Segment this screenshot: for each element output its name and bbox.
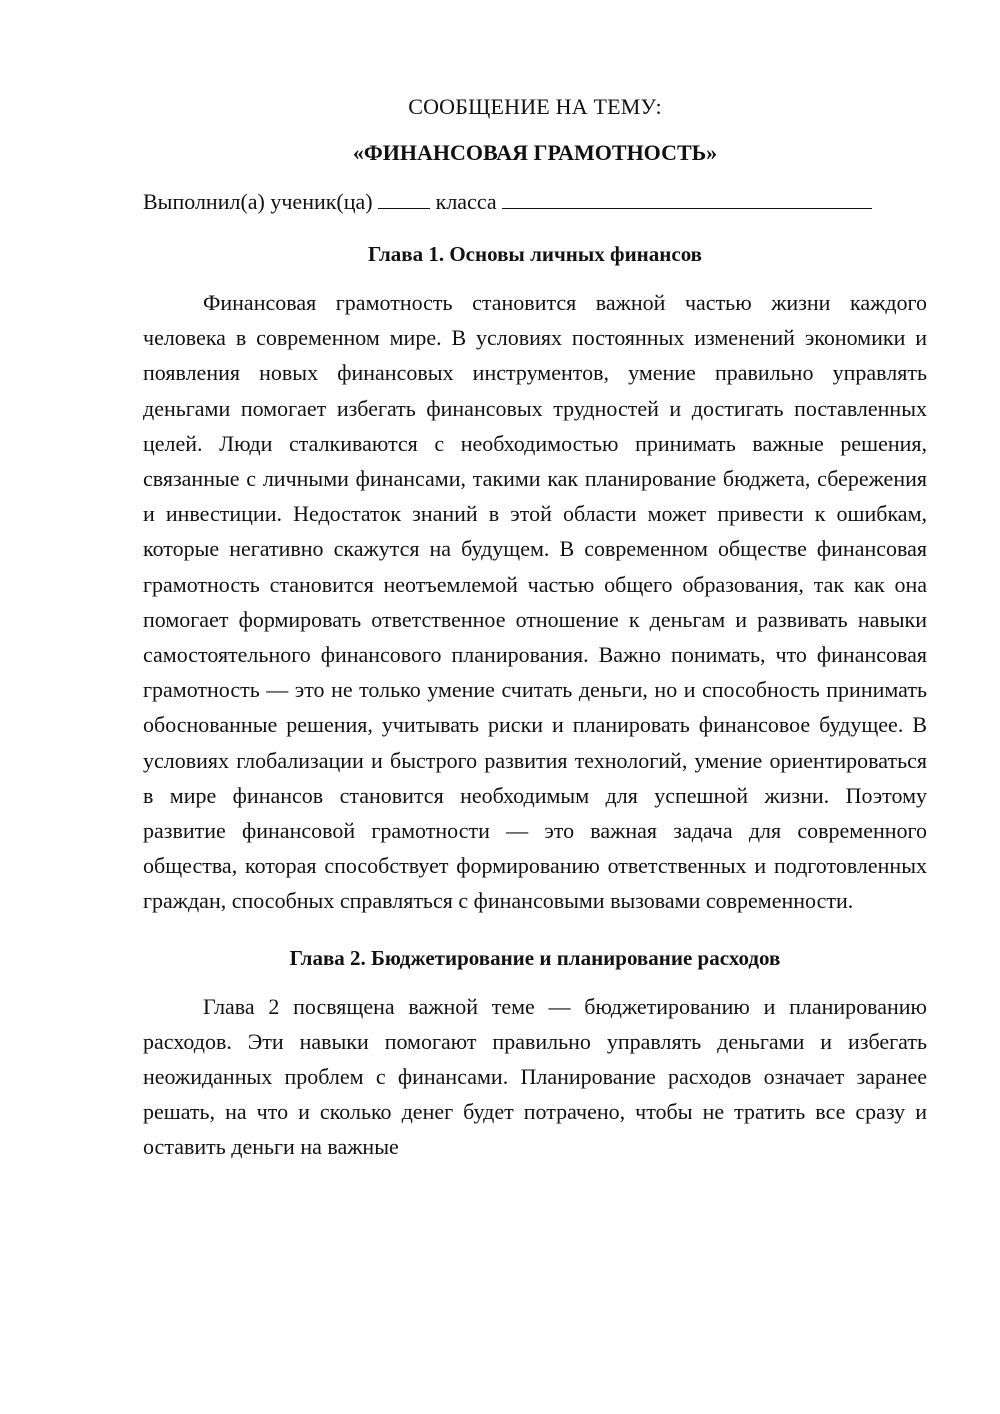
student-name-blank — [502, 186, 872, 209]
author-line — [143, 186, 927, 217]
class-number-blank — [378, 186, 430, 209]
chapter-1-paragraph: Финансовая грамотность становится важной частью жизни каждого человека в современном мире. В условиях постоянных изменений экономики и появления новых финансовых инструментов, умение правильно управлять деньгами помогает избегать финансовых трудностей и достигать поставленных целей. Люди сталкиваются с необходимостью принимать важные решения, связанные с личными финансами, такими как планирование бюджета, сбережения и инвестиции. Недостаток знаний в этой области может привести к ошибкам, которые негативно скажутся на будущем. В современном обществе финансовая грамотность становится неотъемлемой частью общего образования, так как она помогает формировать ответственное отношение к деньгам и развивать навыки самостоятельного финансового планирования. Важно понимать, что финансовая грамотность — это не только умение считать деньги, но и способность принимать обоснованные решения, учитывать риски и планировать финансовое будущее. В условиях глобализации и быстрого развития технологий, умение ориентироваться в мире финансов становится необходимым для успешной жизни. Поэтому развитие финансовой грамотности — это важная задача для современного общества, которая способствует формированию ответственных и подготовленных граждан, способных справляться с финансовыми вызовами современности. — [143, 290, 927, 914]
chapter-1-heading: Глава 1. Основы личных финансов — [367, 242, 703, 266]
document-page — [143, 92, 927, 1165]
document-subtitle: «ФИНАНСОВАЯ ГРАМОТНОСТЬ» — [352, 140, 718, 165]
author-label: Выполнил(а) ученик(ца) — [143, 189, 373, 214]
document-title: СООБЩЕНИЕ НА ТЕМУ: — [408, 94, 662, 119]
class-label: класса — [435, 189, 497, 214]
chapter-2-heading: Глава 2. Бюджетирование и планирование расходов — [289, 945, 781, 970]
chapter-2-paragraph: Глава 2 посвящена важной теме — бюджетированию и планированию расходов. Эти навыки помогают правильно управлять деньгами и избегать неожиданных проблем с финансами. Планирование расходов означает заранее решать, на что и сколько денег будет потрачено, чтобы не тратить все сразу и оставить деньги на важные — [143, 993, 927, 1160]
